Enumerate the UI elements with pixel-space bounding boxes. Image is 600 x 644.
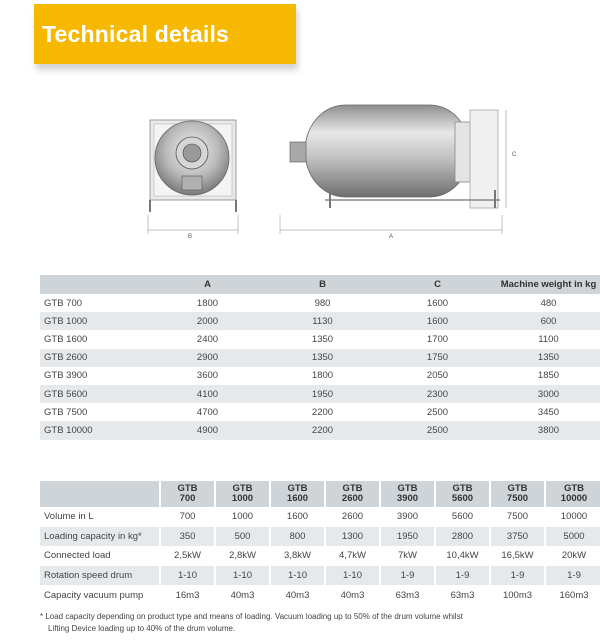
table-cell: 500 (215, 527, 270, 547)
table-cell: 160m3 (545, 585, 600, 605)
table-row (40, 385, 600, 403)
table-cell: 480 (540, 297, 557, 309)
table-cell: 1800 (311, 370, 334, 382)
table-cell: 2,5kW (160, 546, 215, 566)
table-row (40, 546, 600, 566)
model-cell: GTB 3900 (44, 370, 88, 382)
table-cell: 3800 (495, 421, 600, 439)
table-cell: 1100 (538, 333, 559, 345)
table-cell: 1-10 (325, 566, 380, 586)
column-header-gtb-700 (160, 481, 215, 507)
header-line: GTB (177, 483, 198, 494)
table-cell: 7500 (490, 507, 545, 527)
table-row (40, 403, 600, 421)
column-header-a: A (150, 275, 265, 294)
machine-drawing (130, 90, 530, 240)
header-line: 700 (179, 493, 196, 504)
front-view (148, 120, 238, 240)
table-cell: 350 (160, 527, 215, 547)
table-cell: 40m3 (270, 585, 325, 605)
table-row (40, 349, 600, 367)
table-cell: 3000 (495, 385, 600, 403)
table-cell: 2500 (426, 406, 449, 418)
table-cell: 3900 (380, 507, 435, 527)
header-line: GTB (287, 483, 308, 494)
table-cell: 7kW (380, 546, 435, 566)
table-cell: 700 (160, 507, 215, 527)
table-cell: 1600 (426, 297, 449, 309)
table-cell: 63m3 (435, 585, 490, 605)
table-header-row (40, 481, 600, 507)
header-line: GTB (232, 483, 253, 494)
table-row (40, 527, 600, 547)
table-cell: 63m3 (380, 585, 435, 605)
table-cell: 1950 (265, 385, 380, 403)
table-cell: 980 (314, 297, 331, 309)
dimensions-table (40, 275, 600, 440)
header-line: 2600 (341, 493, 364, 504)
column-header-b: B (265, 275, 380, 294)
table-cell: 2900 (150, 349, 265, 367)
header-line: 5600 (451, 493, 474, 504)
table-cell: 5600 (435, 507, 490, 527)
column-header-gtb-1000 (215, 481, 270, 507)
spec-label: Volume in L (44, 511, 94, 523)
column-header-gtb-2600 (325, 481, 380, 507)
dimension-a-label: A (388, 234, 394, 240)
table-row (40, 294, 600, 312)
dimension-c-label: C (512, 152, 517, 158)
table-cell: 600 (495, 312, 600, 330)
table-cell: 2200 (265, 421, 380, 439)
table-cell: 1600 (380, 312, 495, 330)
model-cell: GTB 1600 (44, 333, 88, 345)
column-header-gtb-3900 (380, 481, 435, 507)
table-cell: 2500 (380, 421, 495, 439)
table-cell: 1-9 (435, 566, 490, 586)
table-row (40, 312, 600, 330)
table-cell: 2000 (150, 312, 265, 330)
header-line: 10000 (560, 493, 588, 504)
column-header-gtb-10000 (545, 481, 600, 507)
table-cell: 5000 (545, 527, 600, 547)
table-cell: 2200 (311, 406, 334, 418)
footnote-line: Lifting Device loading up to 40% of the drum volume. (48, 624, 236, 633)
table-cell: 4700 (196, 406, 219, 418)
table-header-row (40, 275, 600, 294)
table-cell: 2400 (196, 333, 219, 345)
table-cell: 1350 (495, 349, 600, 367)
header-line: GTB (507, 483, 528, 494)
spec-label: Rotation speed drum (40, 566, 160, 586)
header-line: 1000 (231, 493, 254, 504)
table-row (40, 421, 600, 439)
table-cell: 1300 (325, 527, 380, 547)
header-line: 1600 (286, 493, 309, 504)
header-line: GTB (397, 483, 418, 494)
page-title: Technical details (42, 21, 230, 47)
table-cell: 1950 (380, 527, 435, 547)
table-cell: 1350 (265, 349, 380, 367)
table-row (40, 507, 600, 527)
table-cell: 3750 (490, 527, 545, 547)
column-header-c: C (380, 275, 495, 294)
column-header-gtb-5600 (435, 481, 490, 507)
table-row (40, 585, 600, 605)
table-cell: 40m3 (215, 585, 270, 605)
table-row (40, 330, 600, 348)
table-cell: 1130 (265, 312, 380, 330)
column-header (40, 275, 150, 294)
header-line: 3900 (396, 493, 419, 504)
table-cell: 2800 (435, 527, 490, 547)
column-header-gtb-1600 (270, 481, 325, 507)
header-line: GTB (452, 483, 473, 494)
model-cell: GTB 10000 (40, 421, 150, 439)
model-cell: GTB 2600 (40, 349, 150, 367)
table-row (40, 566, 600, 586)
table-cell: 40m3 (325, 585, 380, 605)
table-cell: 3600 (196, 370, 219, 382)
table-cell: 2,8kW (215, 546, 270, 566)
model-cell: GTB 7500 (44, 406, 88, 418)
table-cell: 1-9 (545, 566, 600, 586)
table-cell: 2300 (380, 385, 495, 403)
table-cell: 1800 (196, 297, 219, 309)
table-cell: 1600 (270, 507, 325, 527)
table-cell: 4100 (150, 385, 265, 403)
table-cell: 1350 (311, 333, 334, 345)
table-cell: 1-10 (160, 566, 215, 586)
model-cell: GTB 700 (44, 297, 83, 309)
table-cell: 2050 (426, 370, 449, 382)
specs-table (40, 481, 600, 605)
table-row (40, 367, 600, 385)
spec-label: Capacity vacuum pump (44, 589, 144, 601)
table-cell: 16m3 (160, 585, 215, 605)
footnote (40, 611, 585, 635)
column-header (40, 481, 160, 507)
spec-label: Loading capacity in kg* (40, 527, 160, 547)
table-cell: 800 (270, 527, 325, 547)
table-cell: 100m3 (490, 585, 545, 605)
table-cell: 2600 (325, 507, 380, 527)
table-cell: 3,8kW (270, 546, 325, 566)
table-cell: 16,5kW (490, 546, 545, 566)
dimension-b-label: B (187, 234, 193, 240)
spec-label: Connected load (44, 550, 111, 562)
header-line: GTB (342, 483, 363, 494)
model-cell: GTB 1000 (40, 312, 150, 330)
table-cell: 4,7kW (325, 546, 380, 566)
table-cell: 1-10 (215, 566, 270, 586)
table-cell: 4900 (150, 421, 265, 439)
column-header-weight: Machine weight in kg (495, 275, 600, 294)
table-cell: 1750 (380, 349, 495, 367)
side-view (280, 105, 517, 240)
model-cell: GTB 5600 (40, 385, 150, 403)
table-cell: 3450 (537, 406, 560, 418)
table-cell: 1-9 (380, 566, 435, 586)
table-cell: 1700 (426, 333, 449, 345)
table-cell: 20kW (545, 546, 600, 566)
table-cell: 1850 (537, 370, 560, 382)
table-cell: 10000 (545, 507, 600, 527)
table-cell: 1-9 (490, 566, 545, 586)
table-cell: 1000 (215, 507, 270, 527)
table-cell: 10,4kW (435, 546, 490, 566)
header-line: 7500 (506, 493, 529, 504)
title-banner (34, 4, 296, 64)
header-line: GTB (563, 483, 585, 494)
footnote-line: * Load capacity depending on product type and means of loading. Vacuum loading up to 50% of the drum volume whilst (40, 612, 463, 621)
table-cell: 1-10 (270, 566, 325, 586)
column-header-gtb-7500 (490, 481, 545, 507)
